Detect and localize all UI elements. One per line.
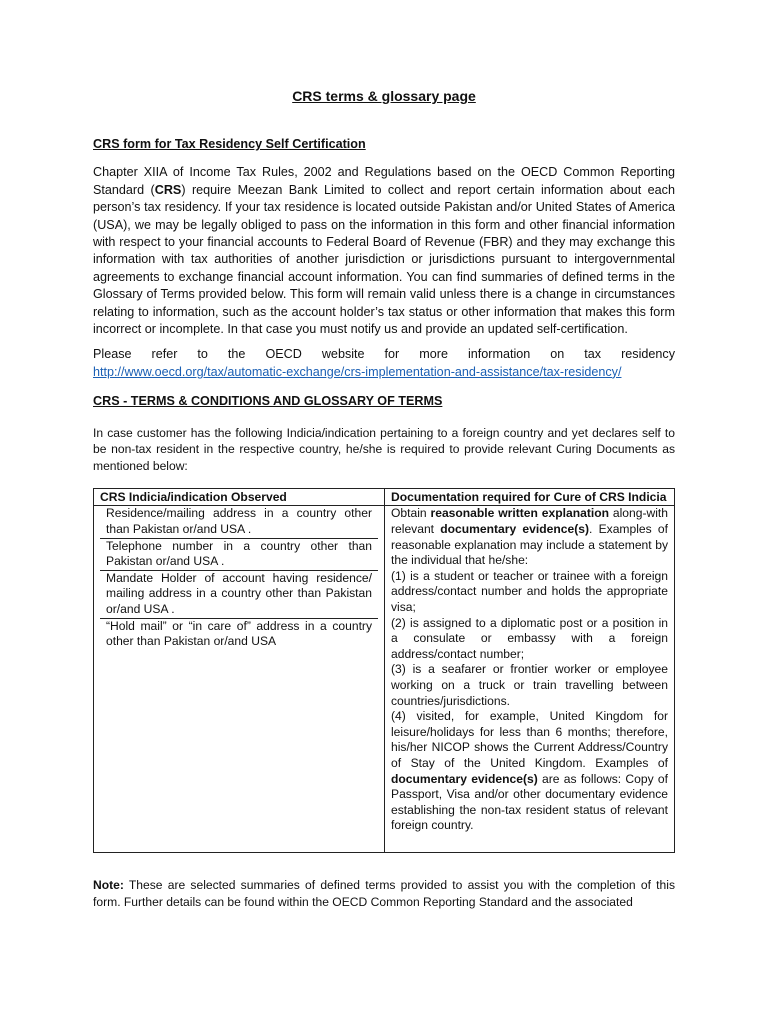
indicia-item: Telephone number in a country other than Pakistan or/and USA . [100,539,378,571]
crs-indicia-table [93,488,675,852]
header-indicia: CRS Indicia/indication Observed [94,489,385,506]
crs-bold: CRS [154,182,182,197]
doc-text: . Examples of reasonable explanation may include a statement by the individual that he/she: [391,522,668,568]
intro-paragraph [93,164,675,338]
oecd-link[interactable]: http://www.oecd.org/tax/automatic-exchange/crs-implementation-and-assistance/tax-residency/ [93,364,622,379]
curing-intro: In case customer has the following Indicia/indication pertaining to a foreign country and yet declares self to be non-tax resident in the respective country, he/she is required to provide relevant Curing Documents as mentioned below: [93,425,675,473]
note-label: Note: [93,877,124,892]
page-title: CRS terms & glossary page [292,88,476,104]
doc-bold: documentary evidence(s) [391,771,538,786]
doc-intro [391,506,668,568]
section-heading-self-certification: CRS form for Tax Residency Self Certification [93,137,366,151]
doc-bold: documentary evidence(s) [440,522,589,537]
note-paragraph [93,877,675,910]
doc-text: along-with relevant [391,506,668,537]
doc-item [391,709,668,852]
doc-item: (3) is a seafarer or frontier worker or employee working on a truck or train travelling between countries/jurisdictions. [391,662,668,708]
header-documentation: Documentation required for Cure of CRS Indicia [385,489,675,506]
intro-text-b: ) require Meezan Bank Limited to collect and report certain information about each person’s tax residency. If your tax residence is located outside Pakistan and/or United States of America (USA), we may be legally obliged to pass on the information in this form and other financial information with respect to your financial accounts to Federal Board of Revenue (FBR) and they may exchange this information with tax authorities of another jurisdiction or jurisdictions pursuant to intergovernmental agreements to exchange financial account information. You can find summaries of defined terms in the Glossary of Terms provided below. This form will remain valid unless there is a change in circumstances relating to information, such as the account holder’s tax status or other information that makes this form incorrect or incomplete. In that case you must notify us and provide an updated self-certification. [93,182,675,337]
doc-bold: reasonable written explanation [430,506,609,521]
intro-text-a: Chapter XIIA of Income Tax Rules, 2002 and Regulations based on the OECD Common Reporting Standard ( [93,165,675,197]
refer-text: Please refer to the OECD website for more information on tax residency [93,347,675,362]
documentation-column [385,506,675,852]
indicia-item: “Hold mail” or “in care of” address in a country other than Pakistan or/and USA [106,618,372,649]
document-body [93,136,675,922]
doc-item: (1) is a student or teacher or trainee with a foreign address/contact number and holds the appropriate visa; [391,568,668,615]
doc-item: (2) is assigned to a diplomatic post or a position in a consulate or embassy with a foreign address/contact number; [391,615,668,661]
table-header-row [94,489,675,506]
refer-paragraph [93,346,675,381]
indicia-item: Residence/mailing address in a country other than Pakistan or/and USA . [100,506,378,538]
doc-text: Obtain [391,506,431,521]
section-heading-terms: CRS - TERMS & CONDITIONS AND GLOSSARY OF TERMS [93,394,443,409]
table-row [94,506,675,852]
note-text: These are selected summaries of defined terms provided to assist you with the completion of this form. Further details can be found within the OECD Common Reporting Standard and the associated [93,877,675,909]
doc-text: (4) visited, for example, United Kingdom for leisure/holidays for less than 6 months; therefore, his/her NICOP shows the Current Address/Country of Stay of the United Kingdom. Examples of [391,709,668,770]
indicia-column [94,506,385,852]
doc-text: are as follows: Copy of Passport, Visa and/or other documentary evidence establishing the non-tax resident status of relevant foreign country. [391,771,668,833]
indicia-item: Mandate Holder of account having residence/ mailing address in a country other than Pakistan or/and USA . [100,571,378,619]
